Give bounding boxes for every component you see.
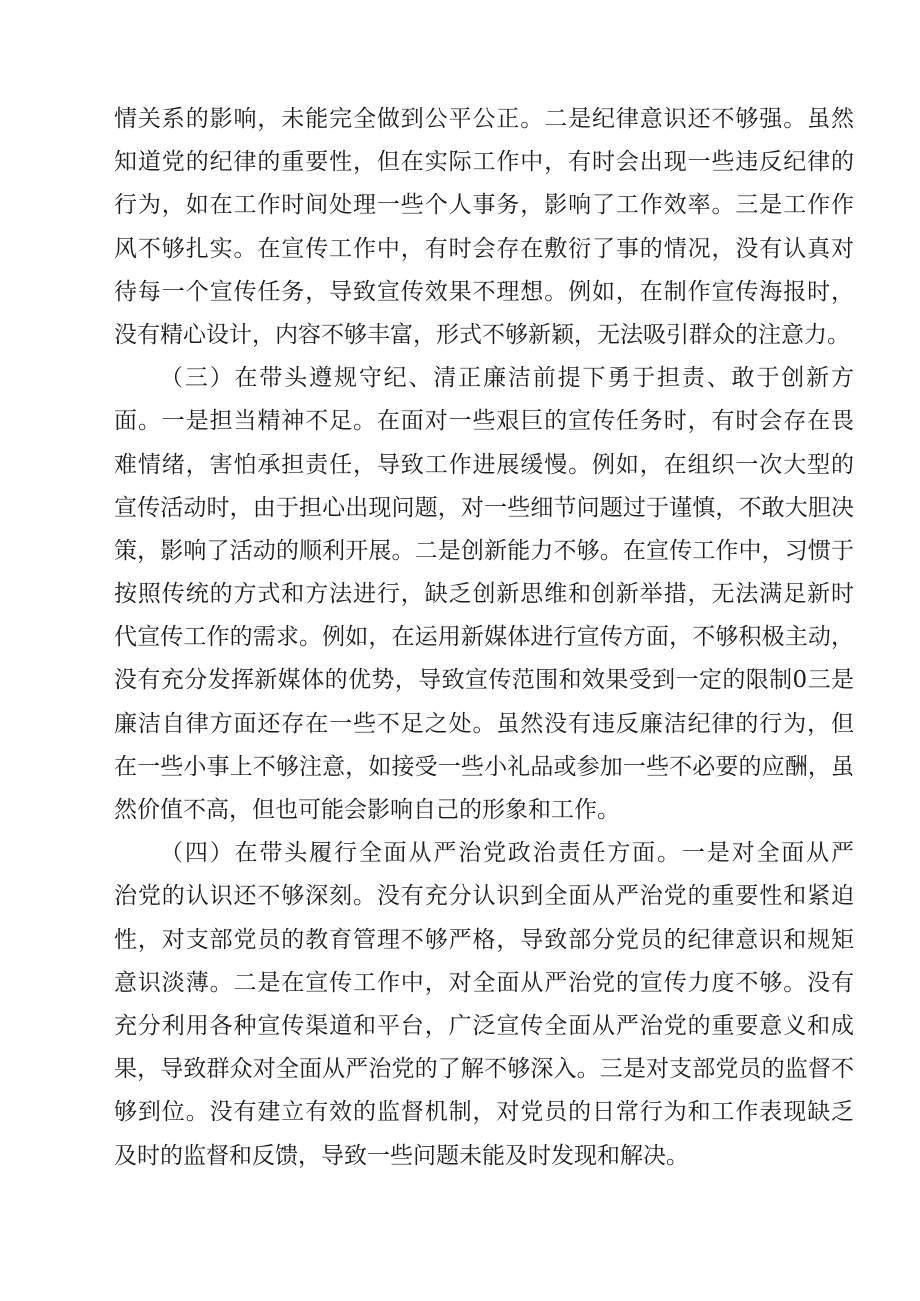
text-line: 情关系的影响，未能完全做到公平公正。二是纪律意识还不够强。虽然 <box>114 106 854 132</box>
text-line: 够到位。没有建立有效的监督机制，对党员的日常行为和工作表现缺乏 <box>114 1099 854 1126</box>
text-line: 性，对支部党员的教育管理不够严格，导致部分党员的纪律意识和规矩 <box>114 926 854 953</box>
text-line: （四）在带头履行全面从严治党政治责任方面。一是对全面从严 <box>160 840 854 867</box>
text-line: 充分利用各种宣传渠道和平台，广泛宣传全面从严治党的重要意义和成 <box>114 1012 854 1039</box>
text-line: 然价值不高，但也可能会影响自己的形象和工作。 <box>114 797 620 823</box>
text-line: 待每一个宣传任务，导致宣传效果不理想。例如，在制作宣传海报时， <box>114 278 854 305</box>
text-line: 廉洁自律方面还存在一些不足之处。虽然没有违反廉洁纪律的行为，但 <box>114 710 854 737</box>
text-line: 治党的认识还不够深刻。没有充分认识到全面从严治党的重要性和紧迫 <box>114 883 854 910</box>
text-line: 及时的监督和反馈，导致一些问题未能及时发现和解决。 <box>114 1142 689 1169</box>
document-body <box>114 98 854 1178</box>
text-line: 果，导致群众对全面从严治党的了解不够深入。三是对支部党员的监督不 <box>114 1056 854 1083</box>
text-line: 按照传统的方式和方法进行，缺乏创新思维和创新举措，无法满足新时 <box>114 581 854 608</box>
text-line: 没有充分发挥新媒体的优势，导致宣传范围和效果受到一定的限制0三是 <box>114 667 854 694</box>
text-line: 没有精心设计，内容不够丰富，形式不够新颖，无法吸引群众的注意力。 <box>114 321 850 348</box>
text-line: 行为，如在工作时间处理一些个人事务，影响了工作效率。三是工作作 <box>114 192 854 219</box>
paragraph-1 <box>114 98 854 357</box>
text-line: 在一些小事上不够注意，如接受一些小礼品或参加一些不必要的应酬，虽 <box>114 753 854 780</box>
text-line: 意识淡薄。二是在宣传工作中，对全面从严治党的宣传力度不够。没有 <box>114 969 854 996</box>
text-line: 难情绪，害怕承担责任，导致工作进展缓慢。例如，在组织一次大型的 <box>114 451 854 478</box>
text-line: 宣传活动时，由于担心出现问题，对一些细节问题过于谨慎，不敢大胆决 <box>114 494 854 521</box>
text-line: 面。一是担当精神不足。在面对一些艰巨的宣传任务时，有时会存在畏 <box>114 408 854 435</box>
text-line: 代宣传工作的需求。例如，在运用新媒体进行宣传方面，不够积极主动， <box>114 624 854 651</box>
text-line: （三）在带头遵规守纪、清正廉洁前提下勇于担责、敢于创新方 <box>160 365 854 392</box>
text-line: 策，影响了活动的顺利开展。二是创新能力不够。在宣传工作中，习惯于 <box>114 537 854 564</box>
text-line: 风不够扎实。在宣传工作中，有时会存在敷衍了事的情况，没有认真对 <box>114 235 854 262</box>
paragraph-3 <box>114 832 854 1178</box>
paragraph-2 <box>114 357 854 832</box>
text-line: 知道党的纪律的重要性，但在实际工作中，有时会出现一些违反纪律的 <box>114 149 854 176</box>
